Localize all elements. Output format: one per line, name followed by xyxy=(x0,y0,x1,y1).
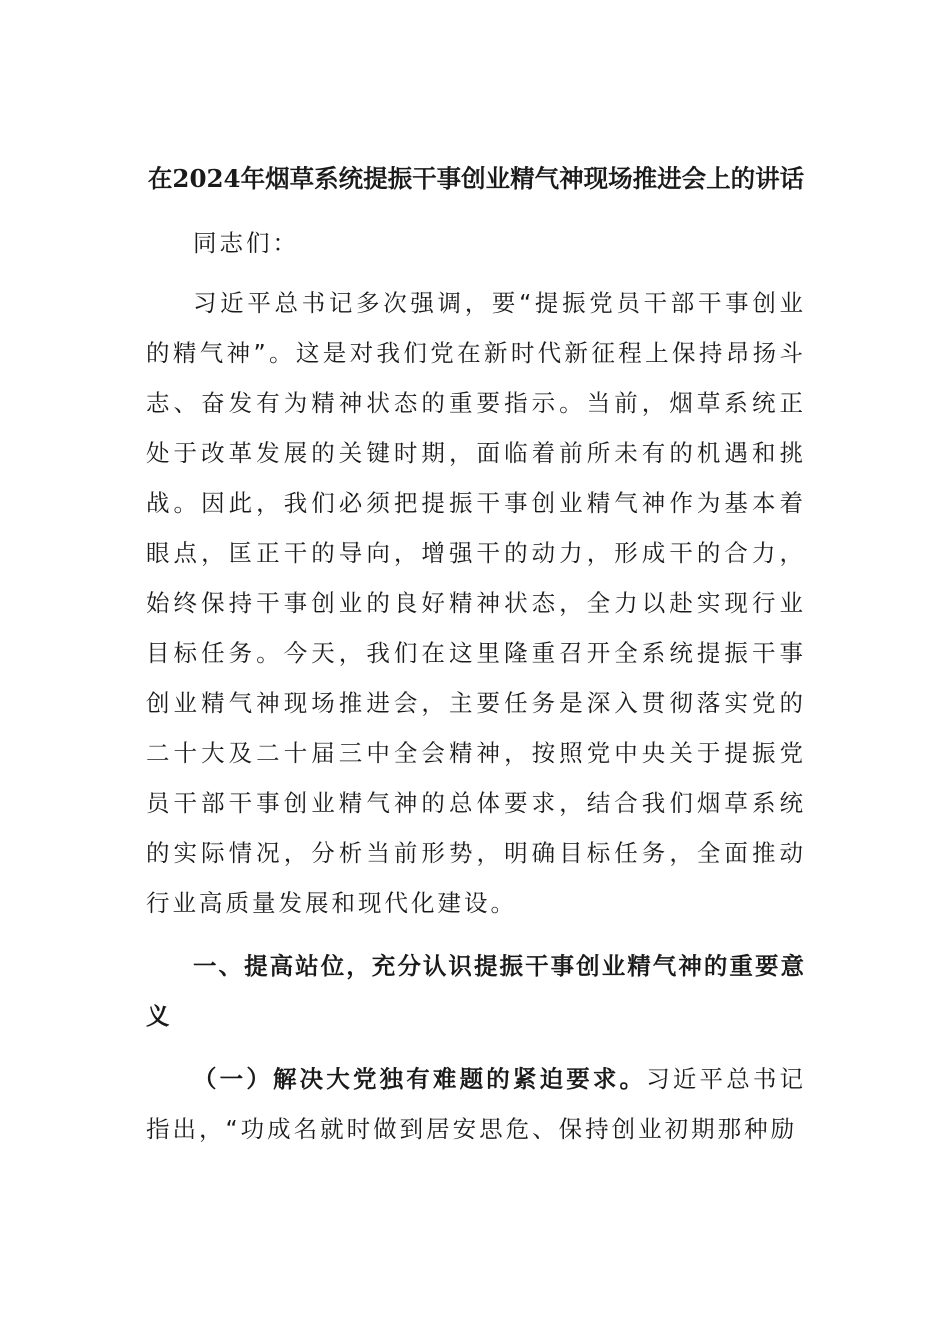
section-heading: 一、提高站位，充分认识提振干事创业精气神的重要意义 xyxy=(146,952,806,1030)
document-title: 在2024年烟草系统提振干事创业精气神现场推进会上的讲话 xyxy=(147,164,805,193)
intro-paragraph: 习近平总书记多次强调，要“提振党员干部干事创业的精气神”。这是对我们党在新时代新征程上保持昂扬斗志、奋发有为精神状态的重要指示。当前，烟草系统正处于改革发展的关键时期，面临着前所未有的机遇和挑战。因此，我们必须把提振干事创业精气神作为基本着眼点，匡正干的导向，增强干的动力，形成干的合力，始终保持干事创业的良好精神状态，全力以赴实现行业目标任务。今天，我们在这里隆重召开全系统提振干事创业精气神现场推进会，主要任务是深入贯彻落实党的二十大及二十届三中全会精神，按照党中央关于提振党员干部干事创业精气神的总体要求，结合我们烟草系统的实际情况，分析当前形势，明确目标任务，全面推动行业高质量发展和现代化建设。 xyxy=(146,289,806,917)
greeting: 同志们： xyxy=(193,229,299,257)
subsection-text: 习近平总书记指出，“功成名就时做到居安思危、保持创业初期那种励 xyxy=(146,1065,807,1143)
subsection-heading: （一）解决大党独有难题的紧迫要求。 xyxy=(193,1065,647,1093)
document-body xyxy=(146,155,806,1154)
subsection-paragraph xyxy=(146,1054,806,1154)
